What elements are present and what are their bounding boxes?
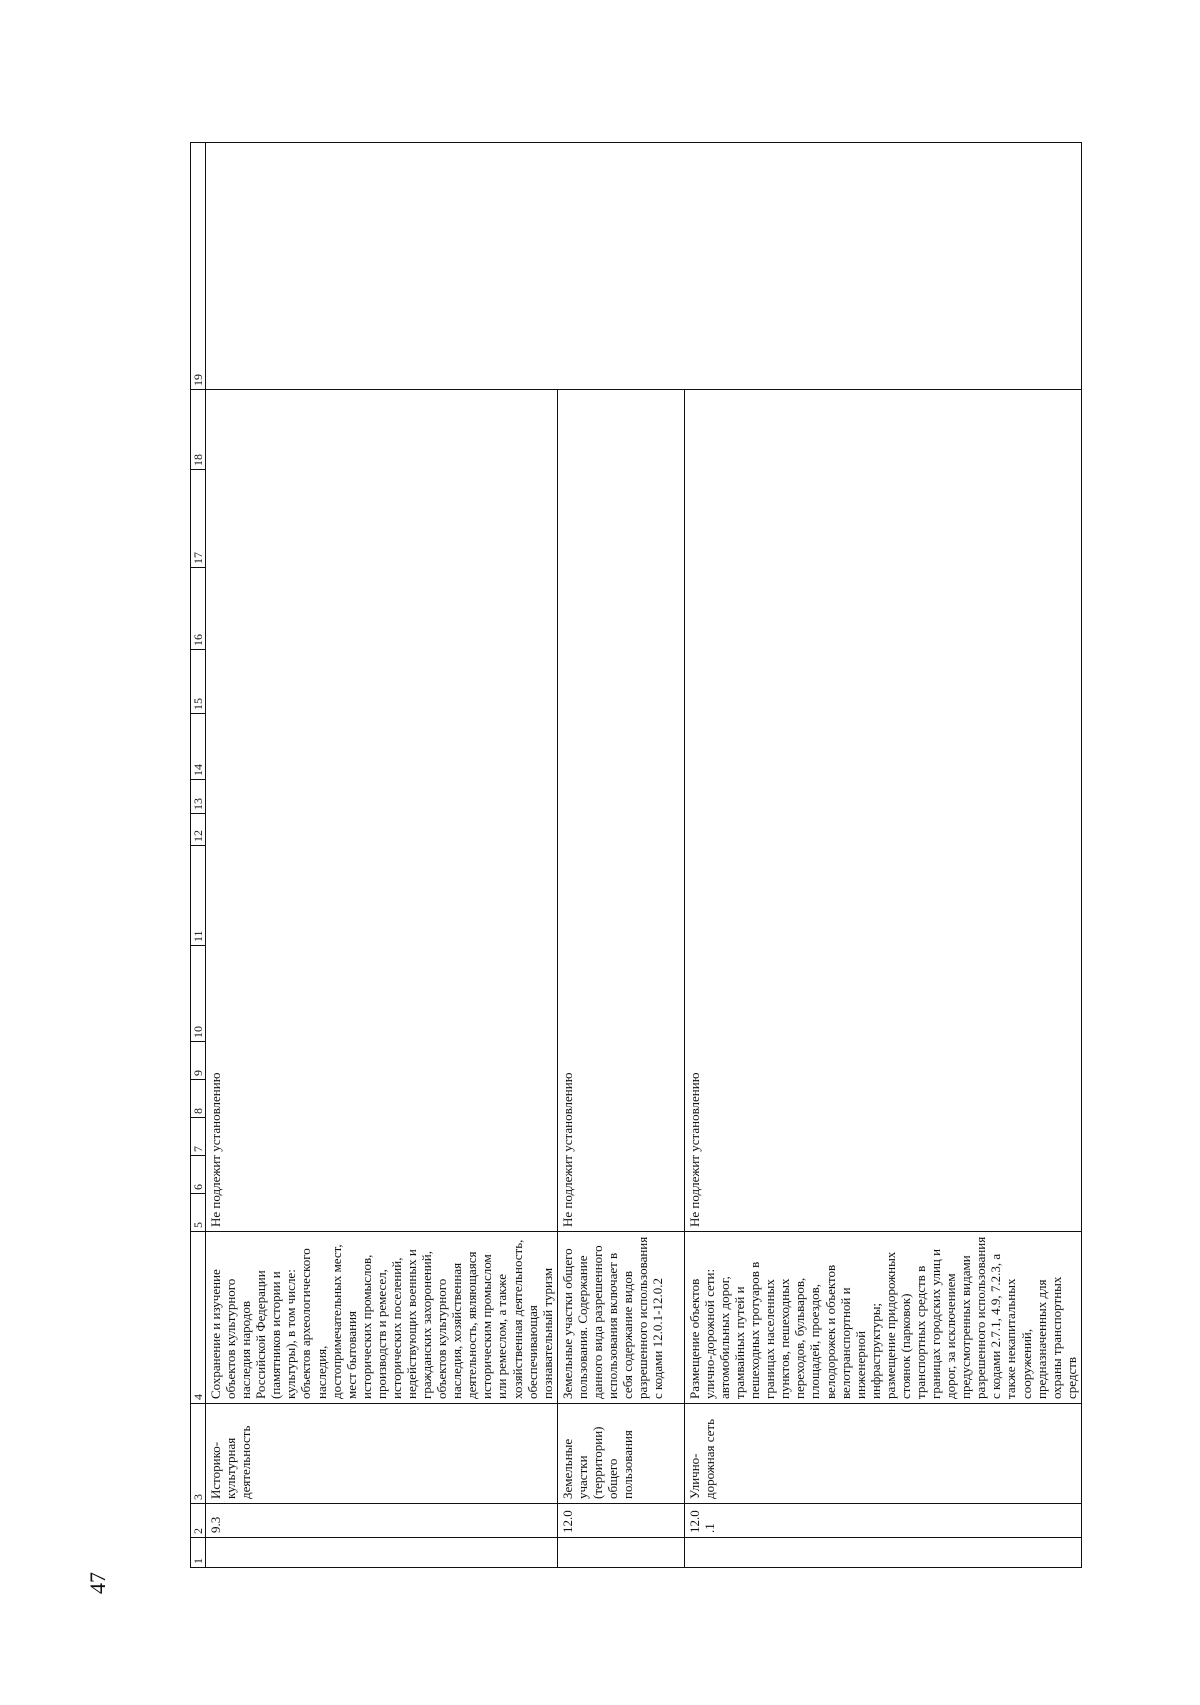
header-cell: 15 [191,650,206,714]
row-name: Улично-дорожная сеть [684,1404,1081,1504]
row-name: Земельные участки (территории) общего пользования [557,1404,684,1504]
header-cell: 19 [191,143,206,390]
rotated-table [190,143,1079,1568]
table-cell-empty [557,1538,684,1568]
header-cell: 13 [191,780,206,814]
header-cell: 7 [191,1118,206,1156]
header-cell: 2 [191,1504,206,1538]
header-cell: 18 [191,390,206,470]
header-cell: 8 [191,1080,206,1118]
row-description: Размещение объектов улично-дорожной сети: автомобильных дорог, трамвайных путей и пешеходных тротуаров в границах населенных пунктов, пешеходных переходов, бульваров, площадей, проездов, велодорожек и объектов велотранспортной и инженерной инфраструктуры; размещение придорожных стоянок (парковок) транспортных средств в границах городских улиц и дорог, за исключением предусмотренных видами разрешенного использования с кодами 2.7.1, 4.9, 7.2.3, а также некапитальных сооружений, предназначенных для охраны транспортных средств [684,1232,1081,1404]
header-cell: 10 [191,946,206,1042]
row-description: Сохранение и изучение объектов культурного наследия народов Российской Федерации (памятников истории и культуры), в том числе: объектов археологического наследия, достопримечательных мест, мест бытования исторических промыслов, производств и ремесел, исторических поселений, недействующих военных и гражданских захоронений, объектов культурного наследия, хозяйственная деятельность, являющаяся историческим промыслом или ремеслом, а также хозяйственная деятельность, обеспечивающая познавательный туризм [206,1232,558,1404]
table-cell-empty [206,1538,558,1568]
table-cell-empty [684,1538,1081,1568]
table-row [206,143,558,1568]
header-cell: 3 [191,1404,206,1504]
header-cell: 5 [191,1194,206,1232]
row-name: Историко-культурная деятельность [206,1404,558,1504]
header-cell: 14 [191,714,206,780]
row-params: Не подлежит установлению [206,390,558,1232]
row-params: Не подлежит установлению [684,390,1081,1232]
header-cell: 6 [191,1156,206,1194]
row-code: 12.0.1 [684,1504,1081,1538]
header-cell: 16 [191,568,206,650]
header-row [191,143,206,1568]
row-code: 9.3 [206,1504,558,1538]
header-cell: 12 [191,814,206,846]
header-cell: 4 [191,1232,206,1404]
header-cell: 9 [191,1042,206,1080]
row-code: 12.0 [557,1504,684,1538]
header-cell: 17 [191,470,206,568]
page-number: 47 [85,1572,110,1594]
row-description: Земельные участки общего пользования. Содержание данного вида разрешенного использования включает в себя содержание видов разрешенного использования с кодами 12.0.1-12.0.2 [557,1232,684,1404]
land-use-table [190,142,1082,1568]
header-cell: 1 [191,1538,206,1568]
row-params: Не подлежит установлению [557,390,684,1232]
header-cell: 11 [191,846,206,946]
table-frame [190,143,1079,1568]
table-cell-empty [206,143,1082,390]
